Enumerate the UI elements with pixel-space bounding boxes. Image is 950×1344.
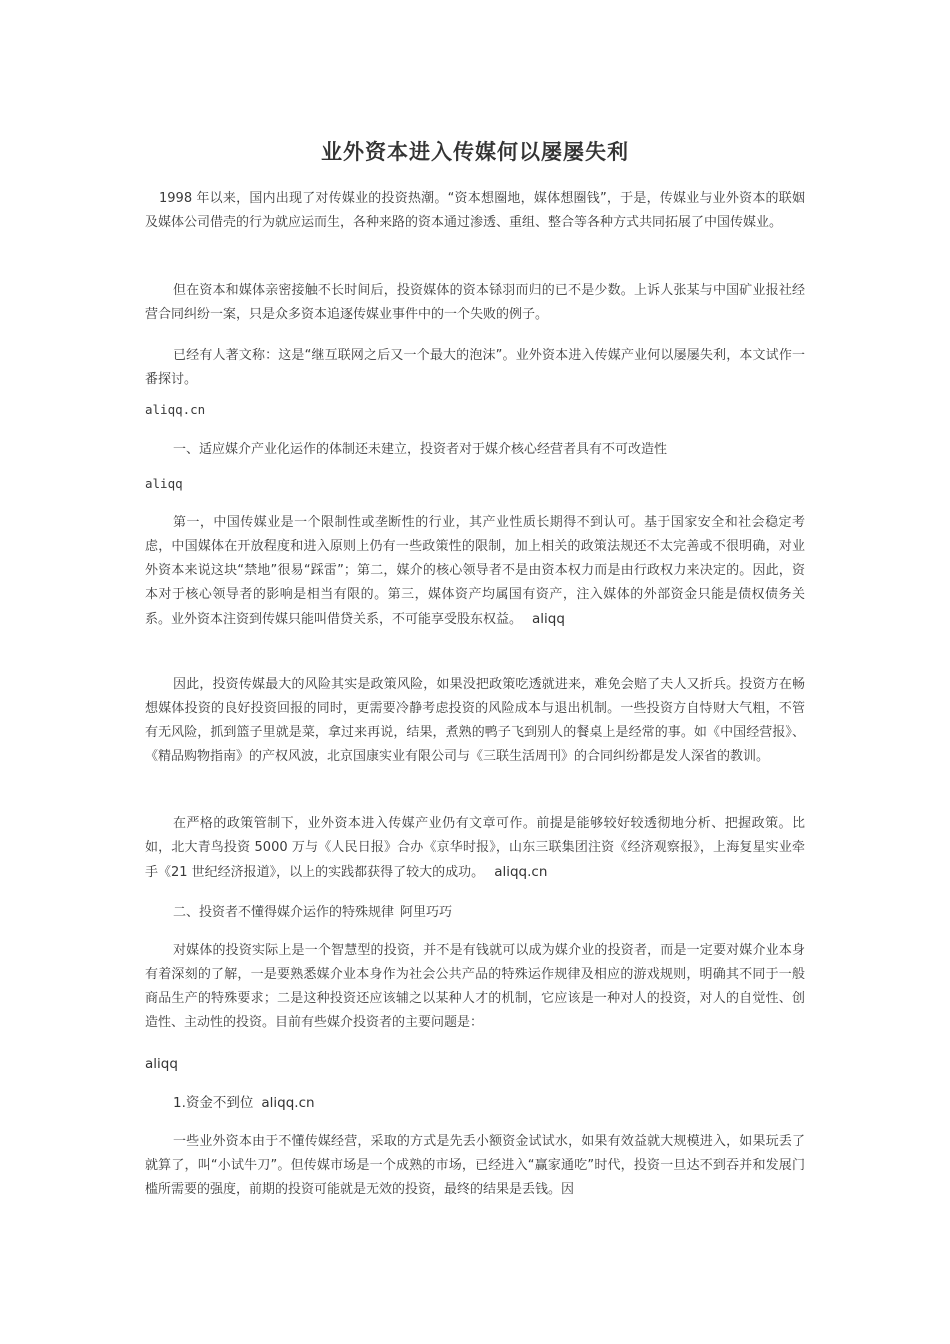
watermark-text-2: aliqq [145,476,183,491]
paragraph-8: 一些业外资本由于不懂传媒经营，采取的方式是先丢小额资金试试水，如果有效益就大规模进入，如果玩丢了就算了，叫“小试牛刀”。但传媒市场是一个成熟的市场，已经进入“赢家通吃”时代，投资一旦达不到吞并和发展门槛所需要的强度，前期的投资可能就是无效的投资，最终的结果是丢钱。因 [145,1134,805,1197]
paragraph-6 [145,812,805,885]
section-heading-2 [145,901,805,925]
paragraph-1: 1998 年以来，国内出现了对传媒业的投资热潮。“资本想圈地，媒体想圈钱”，于是，传媒业与业外资本的联姻及媒体公司借壳的行为就应运而生，各种来路的资本通过渗透、重组、整合等各种方式共同拓展了中国传媒业。 [145,191,805,230]
section-heading-2-text: 二、投资者不懂得媒介运作的特殊规律 [173,905,395,920]
paragraph-5: 因此，投资传媒最大的风险其实是政策风险，如果没把政策吃透就进来，难免会赔了夫人又折兵。投资方在畅想媒体投资的良好投资回报的同时，更需要冷静考虑投资的风险成本与退出机制。一些投资方自恃财大气粗，不管有无风险，抓到篮子里就是菜，拿过来再说，结果，煮熟的鸭子飞到别人的餐桌上是经常的事。如《中国经营报》、《精品购物指南》的产权风波，北京国康实业有限公司与《三联生活周刊》的合同纠纷都是发人深省的教训。 [145,677,805,764]
paragraph-4-text: 第一，中国传媒业是一个限制性或垄断性的行业，其产业性质长期得不到认可。基于国家安全和社会稳定考虑，中国媒体在开放程度和进入原则上仍有一些政策性的限制，加上相关的政策法规还不太完善或不很明确，对业外资本来说这块“禁地”很易“踩雷”；第二，媒介的核心领导者不是由资本权力而是由行政权力来决定的。因此，资本对于核心领导者的影响是相当有限的。第三，媒体资产均属国有资产，注入媒体的外部资金只能是债权债务关系。业外资本注资到传媒只能叫借贷关系，不可能享受股东权益。 [145,515,805,627]
paragraph-6-text: 在严格的政策管制下，业外资本进入传媒产业仍有文章可作。前提是能够较好较透彻地分析、把握政策。比如，北大青鸟投资 5000 万与《人民日报》合办《京华时报》，山东三联集团注资《经济观察报》，上海复星实业牵手《21 世纪经济报道》，以上的实践都获得了较大的成功。 [145,816,805,880]
section-heading-3-watermark: aliqq.cn [261,1095,315,1111]
paragraph-7: 对媒体的投资实际上是一个智慧型的投资，并不是有钱就可以成为媒介业的投资者，而是一定要对媒介业本身有着深刻的了解，一是要熟悉媒介业本身作为社会公共产品的特殊运作规律及相应的游戏规则，明确其不同于一般商品生产的特殊要求；二是这种投资还应该辅之以某种人才的机制，它应该是一种对人的投资，对人的自觉性、创造性、主动性的投资。目前有些媒介投资者的主要问题是： [145,943,805,1030]
paragraph-2: 但在资本和媒体亲密接触不长时间后，投资媒体的资本铩羽而归的已不是少数。上诉人张某与中国矿业报社经营合同纠纷一案，只是众多资本追逐传媒业事件中的一个失败的例子。 [145,283,805,322]
section-heading-3-text: 1.资金不到位 [173,1095,254,1111]
document-title: 业外资本进入传媒何以屡屡失利 [321,140,629,164]
watermark-text-3: aliqq [145,1056,178,1072]
watermark-text-1: aliqq.cn [145,402,206,417]
paragraph-3: 已经有人著文称：这是“继互联网之后又一个最大的泡沫”。业外资本进入传媒产业何以屡屡失利，本文试作一番探讨。 [145,348,805,387]
paragraph-4 [145,511,805,632]
section-heading-2-watermark: 阿里巧巧 [400,905,453,920]
paragraph-6-watermark: aliqq.cn [494,864,548,880]
section-heading-3 [145,1091,805,1116]
paragraph-4-watermark: aliqq [532,611,565,627]
section-heading-1: 一、适应媒介产业化运作的体制还未建立，投资者对于媒介核心经营者具有不可改造性 [173,442,668,457]
